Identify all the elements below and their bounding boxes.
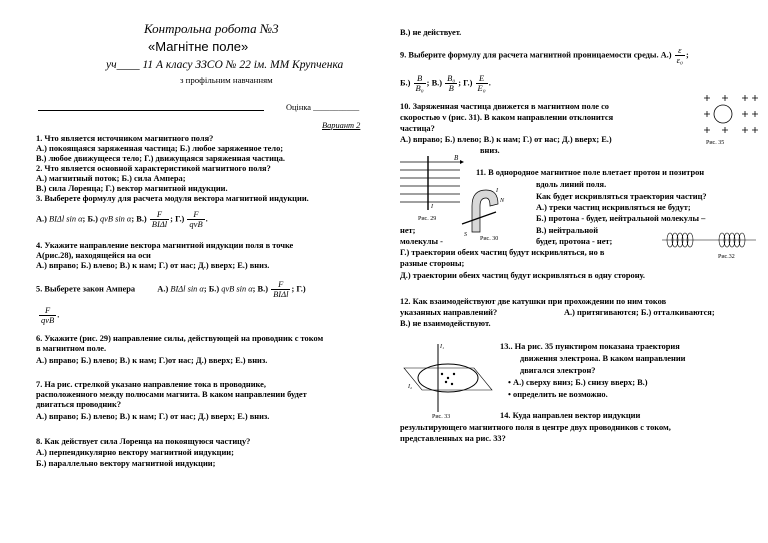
figure-33-i2-label: I₂ — [408, 384, 413, 390]
q6-text-2: в магнитном поле. — [36, 344, 107, 353]
field-dots — [441, 373, 455, 385]
q12-options: А.) притягиваются; Б.) отталкиваются; — [564, 308, 715, 317]
q5-option-d-line: $\frac{F}{\text{qvB}}$ . — [41, 305, 60, 325]
figure-30-i-label: I — [496, 188, 498, 194]
variant-label: Вариант 2 — [322, 121, 361, 130]
q13-text-2: движения электрона. В каком направлении — [520, 354, 686, 363]
figure-33-caption: Рис. 33 — [432, 414, 451, 420]
q13-text-3: двигался электрон? — [520, 366, 596, 375]
q1-options-2: В.) любое движущееся тело; Г.) движущаяся заряженная частица. — [36, 154, 286, 163]
q14-text-3: представленных на рис. 33? — [400, 434, 506, 443]
figure-35-caption: Рис. 35 — [706, 140, 725, 146]
figure-30 — [452, 184, 532, 240]
magnet-shape — [472, 190, 498, 232]
q5-option-b-formula: qvB sin α — [221, 284, 253, 294]
q9-option-a-fraction: $\frac{\varepsilon}{\text{ε₀}}$ — [676, 45, 683, 65]
figure-30-caption: Рис. 30 — [480, 236, 499, 240]
q5-option-a-label: А.) — [157, 284, 169, 294]
q8-option-a: А.) перпендикулярно вектору магнитной индукции; — [36, 448, 234, 457]
q6-options: А.) вправо; Б.) влево; В.) к нам; Г.)от нас; Д.) вверх; Е.) вниз. — [36, 356, 268, 365]
q11-option-c-start: молекулы - — [400, 237, 443, 246]
test-subtitle: «Магнітне поле» — [148, 39, 249, 54]
q11-option-c-end: будет, протона - нет; — [536, 237, 613, 246]
q5-text: 5. Выберете закон Ампера — [36, 284, 136, 294]
q2-options-1: А.) магнитный поток; Б.) сила Ампера; — [36, 174, 186, 183]
q2-text: 2. Что является основной характеристикой магнитного поля? — [36, 164, 271, 173]
q5-option-c-fraction: $\frac{F}{\text{BIΔl}}$ — [273, 279, 289, 299]
cross-row-3 — [704, 127, 758, 133]
q11-option-b: Б.) протона - будет, нейтральной молекулы – — [536, 214, 706, 223]
q3-option-d-fraction: $\frac{F}{\text{qvB}}$ — [189, 209, 203, 229]
q11-option-c: В.) нейтральной — [536, 226, 599, 235]
q3-option-a-formula: BIΔl sin α — [49, 214, 83, 224]
q7-text-3: двигаться проводник? — [36, 400, 122, 409]
q14-text: 14. Куда направлен вектор индукции — [500, 411, 641, 420]
class-line: уч____ 11 А класу ЗЗСО № 22 ім. ММ Крупченка — [106, 59, 344, 71]
q8-option-b: Б.) параллельно вектору магнитной индукции; — [36, 459, 216, 468]
bullet-icon: • — [508, 390, 514, 399]
q2-options-2: В.) сила Лоренца; Г.) вектор магнитной индукции. — [36, 184, 228, 193]
q3-formulas: А.) BIΔl sin α; Б.) qvB sin α; В.) $\frac{F}{\text{BIΔl}}$ ; Г.) $\frac{F}{\text{qvB}}$ . — [36, 209, 208, 229]
figure-33-i1-label: I₁ — [440, 344, 445, 350]
q8-option-c: В.) не действует. — [400, 28, 462, 37]
q12-text-2: указанных направлений? — [400, 308, 498, 317]
figure-30-n-label: N — [500, 198, 505, 204]
profile-line: з профільним навчанням — [180, 75, 273, 85]
figure-33 — [402, 338, 494, 420]
q4-options: А.) вправо; Б.) влево; В.) к нам; Г.) от нас; Д.) вверх; Е.) вниз. — [36, 261, 270, 270]
q13-option-b-text: определить не возможно. — [513, 390, 608, 399]
q10-options: А.) вправо; Б.) влево; В.) к нам; Г.) от нас; Д.) вверх; Е.) — [400, 135, 612, 144]
figure-30-s-label: S — [464, 232, 467, 238]
q11-option-b-end: нет; — [400, 226, 416, 235]
q10-options-2: вниз. — [480, 146, 500, 155]
name-line — [38, 110, 264, 111]
q7-options: А.) вправо; Б.) влево; В.) к нам; Г.) от нас; Д.) вверх; Е.) вниз. — [36, 412, 270, 421]
q3-text: 3. Выберете формулу для расчета модуля вектора магнитной индукции. — [36, 194, 309, 203]
q9-option-b-fraction: $\frac{B}{\text{B₀}}$ — [415, 73, 424, 93]
q13-text: 13.. На рис. 35 пунктиром показана траектория — [500, 342, 680, 351]
cross-row-1 — [704, 95, 758, 101]
q11-text: 11. В однородное магнитное поле влетает протон и позитрон — [476, 168, 705, 177]
q12-text: 12. Как взаимодействуют две катушки при прохождении по ним токов — [400, 297, 667, 306]
q1-options-1: А.) покоящаяся заряженная частица; Б.) любое заряженное тело; — [36, 144, 284, 153]
grade-label: Оцінка ___________ — [286, 103, 360, 112]
bullet-icon: • — [508, 378, 514, 387]
electron-trajectory — [714, 105, 732, 123]
figure-32 — [660, 224, 758, 262]
q9-option-d-label: Г.) — [463, 78, 473, 88]
q11-option-a: А.) треки частиц искривляться не будут; — [536, 203, 691, 212]
field-arrow — [460, 160, 464, 164]
q10-text-3: частица? — [400, 124, 435, 133]
q7-text-2: расположенного между полюсами магнита. В каком направлении будет — [36, 390, 307, 399]
q4-text-2: А(рис.28), находящейся на оси — [36, 251, 151, 260]
test-title: Контрольна робота №3 — [144, 21, 279, 36]
q9-text-line: 9. Выберите формулу для расчета магнитной проницаемости среды. А.) $\frac{\varepsilon}{\text{ε₀}}$ ; — [400, 45, 689, 65]
q4-text: 4. Укажите направление вектора магнитной индукции поля в точке — [36, 241, 294, 250]
q9-options-line: Б.) $\frac{B}{\text{B₀}}$ ; В.) $\frac{\text{B₀}}{B}$ ; Г.) $\frac{E}{\text{E₀}}$ . — [400, 73, 491, 93]
q9-text: 9. Выберите формулу для расчета магнитной проницаемости среды. А.) — [400, 50, 672, 60]
figure-29-i-label: I — [431, 204, 433, 210]
q9-option-c-fraction: $\frac{\text{B₀}}{B}$ — [447, 73, 456, 93]
q5-option-d-label: Г.) — [296, 284, 306, 294]
q10-text: 10. Заряженная частица движется в магнитном поле со — [400, 102, 609, 111]
q9-option-c-label: В.) — [431, 78, 443, 88]
q5-option-a-formula: BIΔl sin α — [170, 284, 204, 294]
q11-option-d: Г.) траектории обеих частиц будут искривляться, но в — [400, 248, 605, 257]
figure-32-caption: Рис.32 — [718, 254, 735, 260]
q3-option-c-label: В.) — [136, 214, 147, 224]
q9-option-d-fraction: $\frac{E}{\text{E₀}}$ — [477, 73, 486, 93]
q13-option-b — [508, 390, 608, 400]
q14-text-2: результирующего магнитного поля в центре двух проводников с током, — [400, 423, 671, 432]
q13-option-a-text: А.) сверху вниз; Б.) снизу вверх; В.) — [513, 378, 648, 387]
q6-text: 6. Укажите (рис. 29) направление силы, действующей на проводник с током — [36, 334, 324, 343]
q11-option-e: Д.) траектории обеих частиц будут искривляться в одну сторону. — [400, 271, 645, 280]
q7-text: 7. На рис. стрелкой указано направление тока в проводнике, — [36, 380, 266, 389]
figure-35 — [700, 90, 760, 150]
q5-option-c-label: В.) — [257, 284, 268, 294]
q3-option-b-formula: qvB sin α — [99, 214, 132, 224]
q11-text-2: вдоль линий поля. — [536, 180, 607, 189]
field-lines — [400, 162, 460, 202]
q3-option-b-label: Б.) — [87, 214, 98, 224]
q1-text: 1. Что является источником магнитного поля? — [36, 134, 214, 143]
q10-text-2: скоростью v (рис. 31). В каком направлении отклонится — [400, 113, 614, 122]
q11-option-d-2: разные стороны; — [400, 259, 465, 268]
q3-option-d-label: Г.) — [175, 214, 185, 224]
q9-option-b-label: Б.) — [400, 78, 411, 88]
q11-text-3: Как будет искривляться траектория частиц? — [536, 192, 707, 201]
q5-option-d-fraction: $\frac{F}{\text{qvB}}$ — [41, 305, 55, 325]
q3-option-a-label: А.) — [36, 214, 47, 224]
field-crosses — [704, 95, 758, 133]
figure-29-b-label: B — [454, 154, 459, 162]
q5-text-line: 5. Выберете закон Ампера А.) BIΔl sin α; Б.) qvB sin α; В.) $\frac{F}{\text{BIΔl}}$ ; Г.) — [36, 279, 306, 299]
q12-text-3: В.) не взаимодействуют. — [400, 319, 491, 328]
figure-29-caption: Рис. 29 — [418, 216, 437, 222]
q13-option-a — [508, 378, 648, 388]
q8-text: 8. Как действует сила Лоренца на покоящуюся частицу? — [36, 437, 251, 446]
q5-option-b-label: Б.) — [208, 284, 220, 294]
q3-option-c-fraction: $\frac{F}{\text{BIΔl}}$ — [151, 209, 168, 229]
cross-row-2 — [704, 111, 758, 117]
